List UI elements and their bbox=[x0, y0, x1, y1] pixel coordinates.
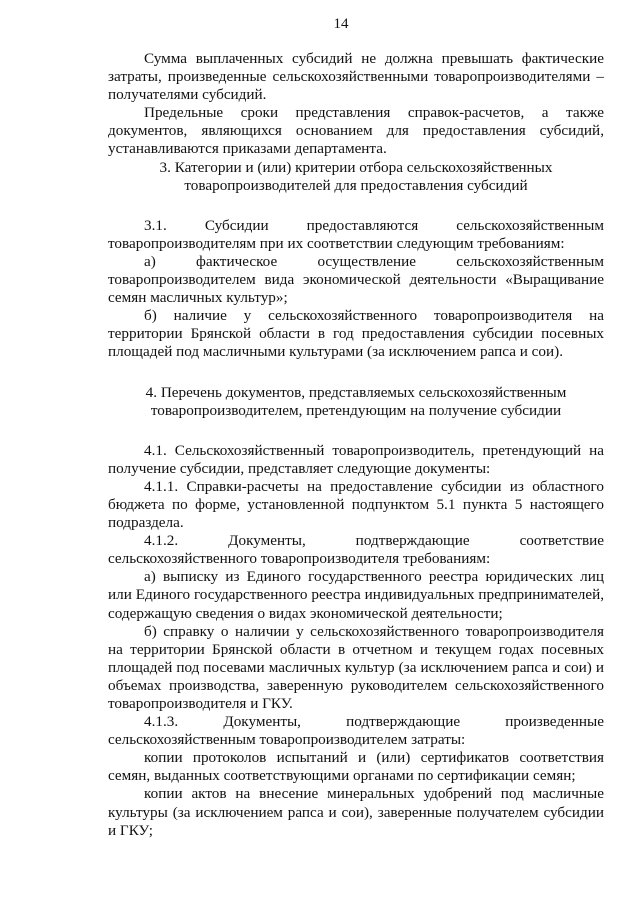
paragraph-3-1-b: б) наличие у сельскохозяйственного товаропроизводителя на территории Брянской области в год предоставления субсидии посевных площадей под масличными культурами (за исключением рапса и сои). bbox=[108, 307, 604, 361]
paragraph-deadlines: Предельные сроки представления справок-расчетов, а также документов, являющихся основанием для предоставления субсидий, устанавливаются приказами департамента. bbox=[108, 104, 604, 158]
paragraph-4-1-1: 4.1.1. Справки-расчеты на предоставление субсидии из областного бюджета по форме, установленной подпунктом 5.1 пункта 5 настоящего подраздела. bbox=[108, 477, 604, 532]
paragraph-4-1-3-protocols: копии протоколов испытаний и (или) сертификатов соответствия семян, выданных соответствующими органами по сертификации семян; bbox=[108, 749, 604, 785]
section-4-heading-line-1: 4. Перечень документов, представляемых сельскохозяйственным bbox=[145, 383, 567, 401]
paragraph-4-1-3: 4.1.3. Документы, подтверждающие произведенные сельскохозяйственным товаропроизводителем затраты: bbox=[108, 713, 604, 749]
paragraph-subsidy-sum: Сумма выплаченных субсидий не должна превышать фактические затраты, произведенные сельскохозяйственными товаропроизводителями – получателями субсидий. bbox=[108, 50, 604, 104]
section-3-heading-line-1: 3. Категории и (или) критерии отбора сельскохозяйственных bbox=[159, 158, 553, 176]
page-number: 14 bbox=[333, 16, 349, 32]
paragraph-4-1-3-fertilizer-acts: копии актов на внесение минеральных удобрений под масличные культуры (за исключением рапса и сои), заверенные получателем субсидии и ГКУ; bbox=[108, 785, 604, 839]
paragraph-4-1: 4.1. Сельскохозяйственный товаропроизводитель, претендующий на получение субсидии, представляет следующие документы: bbox=[108, 441, 604, 477]
paragraph-4-1-2-b: б) справку о наличии у сельскохозяйственного товаропроизводителя на территории Брянской области в отчетном и текущем годах посевных площадей под посевами масличных культур (за исключением рапса и сои) и объемах производства, заверенную руководителем сельскохозяйственного товаропроизводителя и ГКУ. bbox=[108, 622, 604, 712]
paragraph-3-1: 3.1. Субсидии предоставляются сельскохозяйственным товаропроизводителям при их соответствии следующим требованиям: bbox=[108, 216, 604, 252]
section-3-heading-line-2: товаропроизводителей для предоставления субсидий bbox=[184, 176, 528, 194]
paragraph-3-1-a: а) фактическое осуществление сельскохозяйственным товаропроизводителем вида экономической деятельности «Выращивание семян масличных культур»; bbox=[108, 252, 604, 307]
section-4-heading-line-2: товаропроизводителем, претендующим на получение субсидии bbox=[150, 401, 562, 419]
paragraph-4-1-2: 4.1.2. Документы, подтверждающие соответствие сельскохозяйственного товаропроизводителя требованиям: bbox=[108, 532, 604, 568]
paragraph-4-1-2-a: а) выписку из Единого государственного реестра юридических лиц или Единого государственного реестра индивидуальных предпринимателей, содержащую сведения о видах экономической деятельности; bbox=[108, 568, 604, 622]
